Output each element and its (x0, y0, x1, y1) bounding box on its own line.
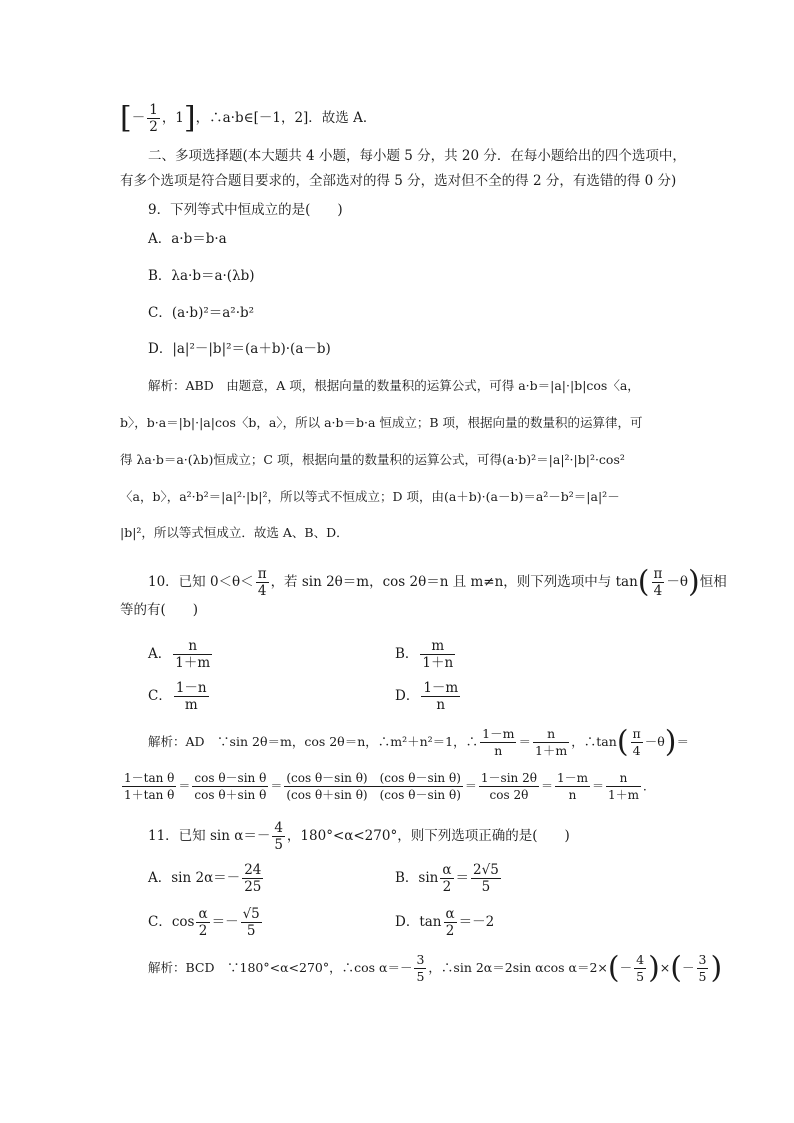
q10-stem: 10．已知 0＜θ＜ $\frac{\pi}{4}$ ，若 sin 2θ＝m，cos 2θ＝n 且 m≠n，则下列选项中与 tan( $\frac{\pi}{4}$ －θ)恒相 (148, 564, 727, 600)
section-title-2: 有多个选项是符合题目要求的，全部选对的得 5 分，选对但不全的得 2 分，有选错的得 0 分) (120, 173, 677, 189)
q9-solution-3: 得 λa·b＝a·(λb)恒成立；C 项，根据向量的数量积的运算公式，可得(a·b)²＝|a|²·|b|²·cos² (120, 452, 625, 467)
q10-stem-2: 等的有( ) (120, 602, 199, 618)
q9-option-b: B．λa·b＝a·(λb) (148, 268, 255, 284)
q11-option-c: C．cos $\frac{\alpha}{2}$ ＝－ $\frac{√5}{5}$ (148, 906, 260, 939)
q9-stem: 9．下列等式中恒成立的是( ) (148, 202, 343, 218)
section-title: 二、多项选择题(本大题共 4 小题，每小题 5 分，共 20 分．在每小题给出的四个选项中， (148, 148, 686, 164)
q9-solution-4: 〈a，b〉，a²·b²＝|a|²·|b|²，所以等式不恒成立；D 项，由(a＋b)·(a－b)＝a²－b²＝|a|²－ (120, 489, 620, 504)
q10-solution-2: $\frac{\text{1－tan θ}}{\text{1＋tan θ}}$ ＝ $\frac{\text{cos θ－sin θ}}{\text{cos θ＋sin θ}}$ ＝ $\frac{\text{(cos θ－sin θ) (cos θ－sin θ)}}{\text{(cos θ＋sin θ) (cos θ－sin θ)}}$ ＝ $\frac{1-\sin 2\theta}{\cos 2\theta}$ ＝ $\frac{1-m}{n}$ ＝ $\frac{n}{1+m}$ ． (124, 771, 656, 802)
q11-option-b: B．sin $\frac{\alpha}{2}$ ＝ $\frac{2√5}{5}$ (395, 862, 499, 895)
q11-option-d: D．tan $\frac{\alpha}{2}$ ＝－2 (395, 906, 495, 939)
q9-solution-2: b〉，b·a＝|b|·|a|cos〈b，a〉，所以 a·b＝b·a 恒成立；B 项，根据向量的数量积的运算律，可 (120, 415, 643, 430)
q10-option-b: B． $\frac{m}{1+n}$ (395, 638, 454, 671)
frac-den: 2 (149, 119, 158, 135)
q10-option-a: A． $\frac{n}{1+m}$ (148, 638, 211, 671)
top-line-text: ，∴a·b∈[－1，2]．故选 A． (195, 110, 377, 126)
q11-option-a: A．sin 2α＝－ $\frac{24}{25}$ (148, 862, 262, 895)
frac-num: 1 (149, 102, 158, 118)
q10-solution-1: 解析：AD ∵sin 2θ＝m，cos 2θ＝n，∴m²＋n²＝1，∴ $\frac{1-m}{n}$ ＝ $\frac{n}{1+m}$ ，∴tan( $\frac{\pi}{4}$ －θ)＝ (148, 724, 690, 760)
q9-solution-1: 解析：ABD 由题意，A 项，根据向量的数量积的运算公式，可得 a·b＝|a|·|b|cos〈a， (148, 378, 640, 393)
q9-solution-5: |b|²，所以等式恒成立．故选 A、B、D． (120, 525, 349, 540)
q10-option-d: D． $\frac{1-m}{n}$ (395, 680, 459, 713)
q11-stem: 11．已知 sin α＝－ $\frac{4}{5}$ ，180°<α<270°，则下列选项正确的是( ) (148, 820, 570, 853)
q10-option-c: C． $\frac{1-n}{m}$ (148, 680, 207, 713)
q9-option-c: C．(a·b)²＝a²·b² (148, 305, 255, 321)
q9-option-a: A．a·b＝b·a (148, 231, 227, 247)
top-line: [－ $\frac{1}{2}$ ，1]，∴a·b∈[－1，2]．故选 A． (120, 100, 377, 136)
q11-solution: 解析：BCD ∵180°<α<270°，∴cos α＝－ $\frac{3}{5}$ ，∴sin 2α＝2sin αcos α＝2×(－ $\frac{4}{5}$ )×(－ $\frac{3}{5}$ ) (148, 950, 723, 986)
q9-option-d: D．|a|²－|b|²＝(a＋b)·(a－b) (148, 341, 331, 357)
